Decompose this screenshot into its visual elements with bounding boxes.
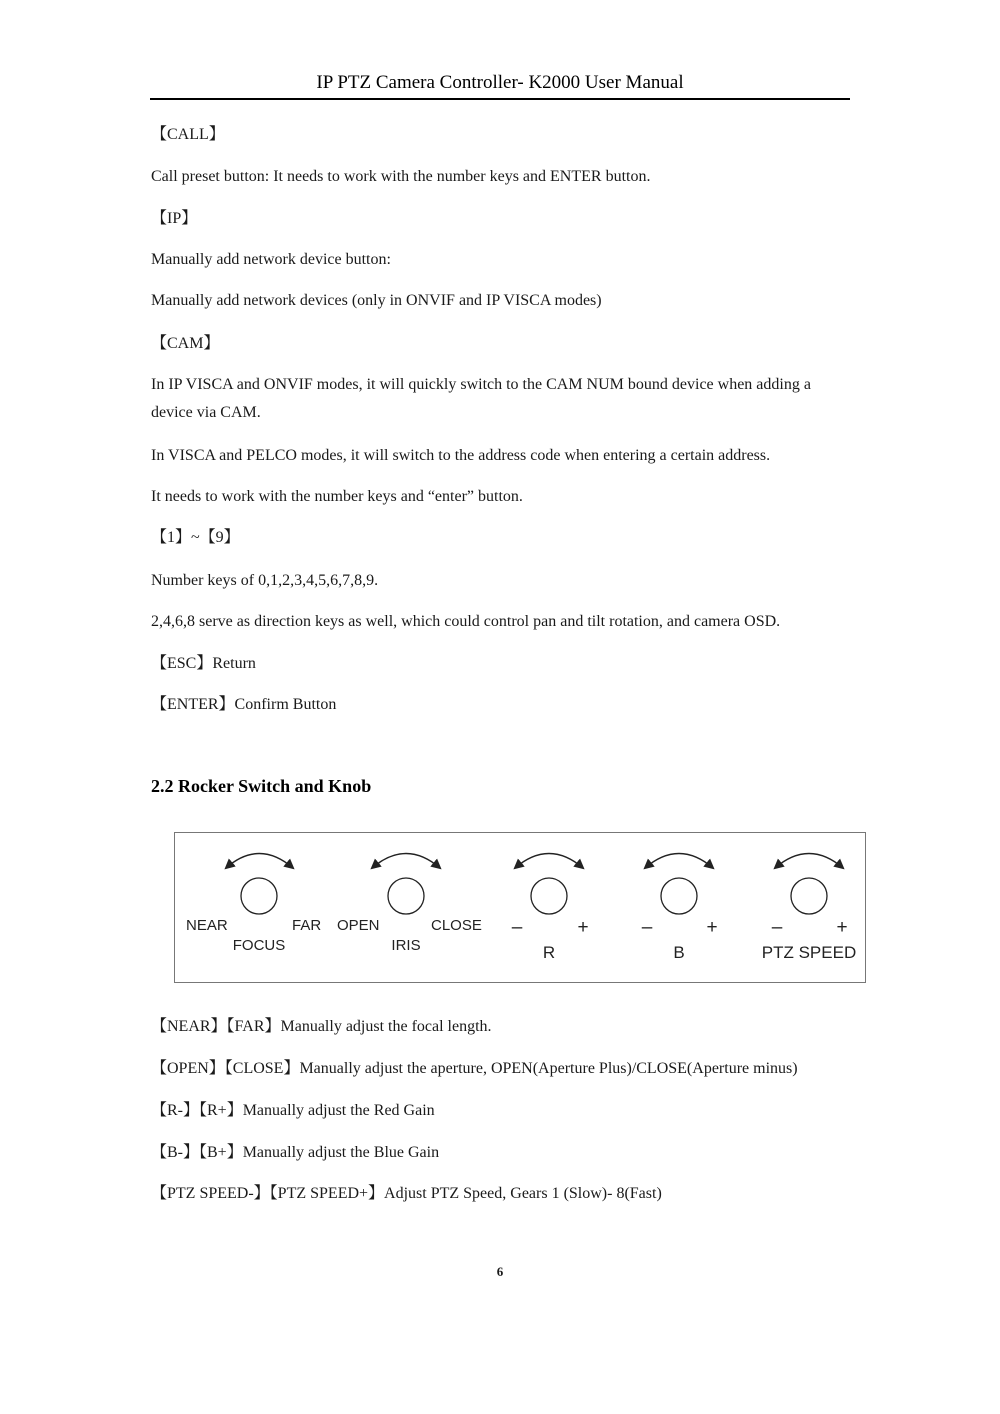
rotation-arrow-icon [775, 854, 843, 869]
knob-focus [186, 854, 321, 955]
minus-icon: – [771, 917, 783, 938]
section-heading: 2.2 Rocker Switch and Knob [151, 776, 372, 796]
cam-description-3: It needs to work with the number keys and “enter” button. [151, 488, 523, 505]
blue-gain-description: 【B-】【B+】Manually adjust the Blue Gain [151, 1144, 440, 1161]
knob-name-label: R [542, 943, 556, 962]
ip-description-2: Manually add network devices (only in ONVIF and IP VISCA modes) [151, 292, 602, 309]
rotation-arrow-icon [372, 854, 440, 869]
knob-iris [337, 854, 482, 955]
knob-circle-icon [661, 878, 697, 914]
knob-circle-icon [791, 878, 827, 914]
page-header: IP PTZ Camera Controller- K2000 User Manual [150, 70, 850, 100]
rotation-arrow-icon [645, 854, 713, 869]
rotation-arrow-icon [515, 854, 583, 869]
plus-icon: + [577, 917, 589, 938]
call-heading: 【CALL】 [151, 126, 225, 143]
number-keys-description-1: Number keys of 0,1,2,3,4,5,6,7,8,9. [151, 572, 379, 589]
enter-key-line: 【ENTER】Confirm Button [151, 696, 337, 713]
red-gain-description: 【R-】【R+】Manually adjust the Red Gain [151, 1102, 435, 1119]
knob-red [512, 854, 589, 963]
knob-right-label: FAR [292, 917, 322, 934]
page-number: 6 [496, 1264, 504, 1279]
knob-circle-icon [388, 878, 424, 914]
esc-key-line: 【ESC】Return [151, 655, 256, 672]
knob-blue [642, 854, 718, 963]
cam-heading: 【CAM】 [151, 335, 220, 352]
cam-description-1: In IP VISCA and ONVIF modes, it will quickly switch to the CAM NUM bound device when adding a device via CAM. [151, 376, 811, 421]
knob-circle-icon [241, 878, 277, 914]
knob-name-label: B [673, 943, 685, 962]
ip-heading: 【IP】 [151, 210, 198, 227]
knob-diagram-svg [175, 833, 867, 984]
knob-left-label: OPEN [337, 917, 380, 934]
rocker-knob-diagram [174, 832, 866, 983]
number-keys-heading: 【1】~【9】 [151, 529, 240, 546]
knob-left-label: NEAR [186, 917, 228, 934]
knob-ptz-speed [762, 854, 856, 963]
number-keys-description-2: 2,4,6,8 serve as direction keys as well, which could control pan and tilt rotation, and camera OSD. [151, 613, 781, 630]
call-description: Call preset button: It needs to work with the number keys and ENTER button. [151, 168, 651, 185]
minus-icon: – [511, 917, 523, 938]
ip-description-1: Manually add network device button: [151, 251, 391, 268]
knob-circle-icon [531, 878, 567, 914]
rotation-arrow-icon [226, 854, 293, 869]
focus-knob-description: 【NEAR】【FAR】Manually adjust the focal length. [151, 1018, 492, 1035]
ptz-speed-description: 【PTZ SPEED-】【PTZ SPEED+】Adjust PTZ Speed, Gears 1 (Slow)- 8(Fast) [151, 1185, 662, 1202]
knob-right-label: CLOSE [431, 917, 482, 934]
knob-name-label: PTZ SPEED [761, 943, 857, 962]
cam-description-2: In VISCA and PELCO modes, it will switch to the address code when entering a certain address. [151, 447, 771, 464]
iris-knob-description: 【OPEN】【CLOSE】Manually adjust the aperture, OPEN(Aperture Plus)/CLOSE(Aperture minus) [151, 1060, 798, 1077]
plus-icon: + [706, 917, 718, 938]
minus-icon: – [641, 917, 653, 938]
knob-name-label: FOCUS [232, 937, 286, 954]
plus-icon: + [836, 917, 848, 938]
knob-name-label: IRIS [391, 937, 421, 954]
